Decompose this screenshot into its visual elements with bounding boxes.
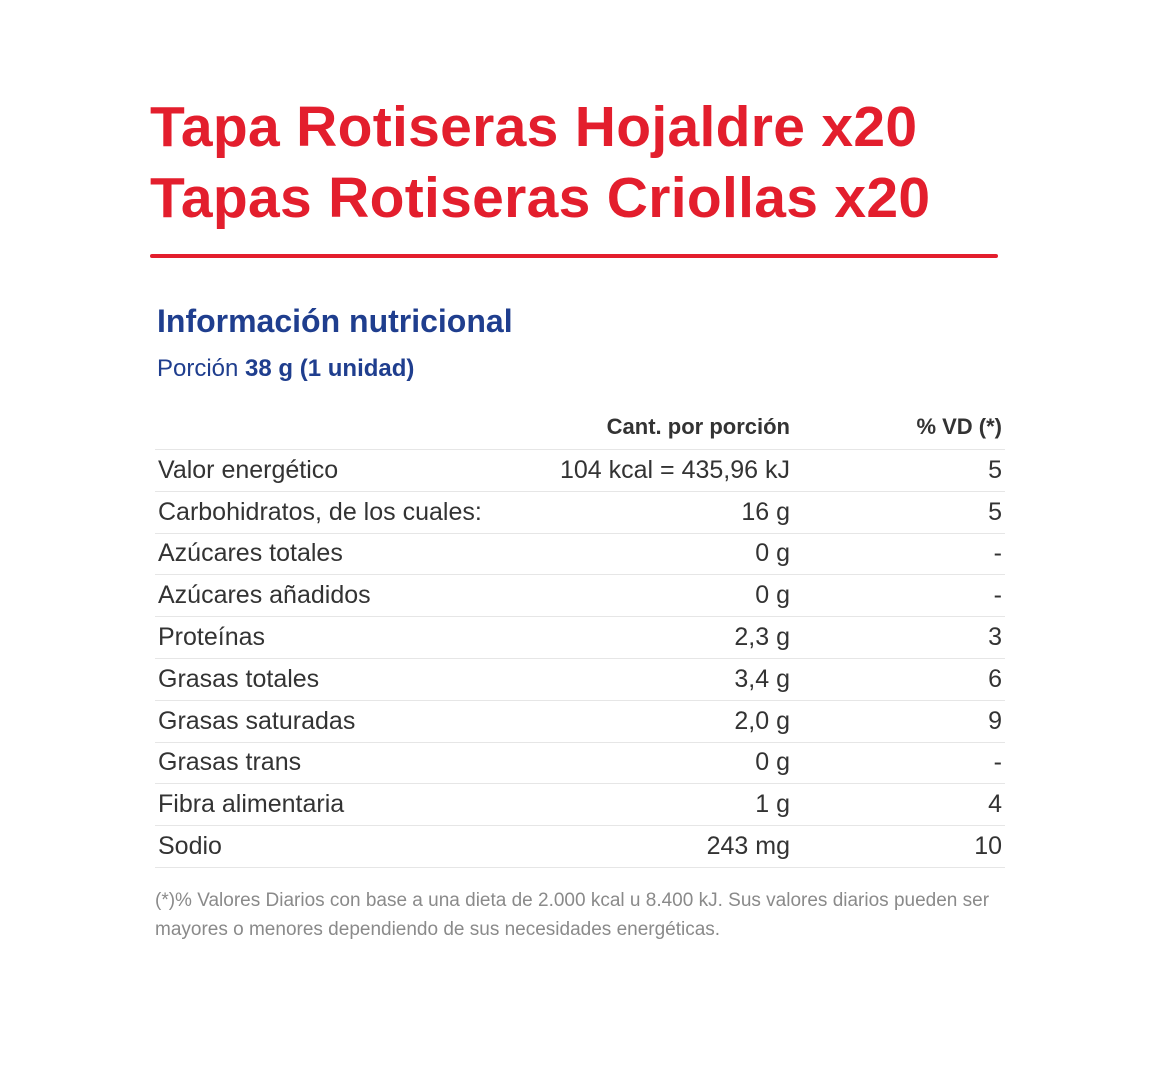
portion-label: Porción xyxy=(157,355,239,382)
nutrient-name: Grasas totales xyxy=(158,664,320,693)
column-header-dv: % VD (*) xyxy=(916,414,1002,439)
nutrient-amount: 16 g xyxy=(741,497,790,526)
nutrient-dv: 3 xyxy=(988,623,1002,652)
nutrient-name: Azúcares totales xyxy=(158,539,343,568)
nutrient-name: Grasas saturadas xyxy=(158,706,356,735)
daily-values-footnote: (*)% Valores Diarios con base a una dieta de 2.000 kcal u 8.400 kJ. Sus valores diarios pueden ser mayores o menores dependiendo de sus necesidades energéticas. xyxy=(155,890,990,940)
title-divider xyxy=(150,254,998,258)
nutrient-dv: 5 xyxy=(988,455,1002,484)
product-title xyxy=(150,92,1006,234)
nutrient-name: Carbohidratos, de los cuales: xyxy=(158,497,482,526)
nutrient-amount: 1 g xyxy=(755,790,790,819)
nutrient-name: Azúcares añadidos xyxy=(158,581,371,610)
nutrient-dv: - xyxy=(993,748,1002,777)
table-row xyxy=(155,450,1005,492)
table-row xyxy=(155,659,1005,701)
nutrient-dv: 9 xyxy=(988,706,1002,735)
nutrient-amount: 104 kcal = 435,96 kJ xyxy=(559,455,790,484)
column-header-amount: Cant. por porción xyxy=(606,414,790,439)
table-row xyxy=(155,743,1005,785)
portion-value: 38 g (1 unidad) xyxy=(245,355,415,382)
nutrient-dv: 4 xyxy=(988,790,1002,819)
nutrient-amount: 2,3 g xyxy=(734,623,790,652)
nutrient-dv: - xyxy=(993,539,1002,568)
table-header xyxy=(155,405,1005,450)
table-row xyxy=(155,701,1005,743)
nutrient-dv: 10 xyxy=(974,832,1002,861)
table-row xyxy=(155,534,1005,576)
nutrient-amount: 243 mg xyxy=(706,832,790,861)
nutrient-name: Sodio xyxy=(158,832,222,861)
nutrient-name: Fibra alimentaria xyxy=(158,790,345,819)
nutrient-amount: 0 g xyxy=(755,581,790,610)
table-row xyxy=(155,617,1005,659)
nutrient-amount: 0 g xyxy=(755,539,790,568)
nutrient-dv: 5 xyxy=(988,497,1002,526)
product-title-line-1: Tapa Rotiseras Hojaldre x20 xyxy=(150,95,918,159)
nutrient-amount: 0 g xyxy=(755,748,790,777)
nutrient-name: Proteínas xyxy=(158,623,266,652)
table-row xyxy=(155,826,1005,868)
nutrient-name: Valor energético xyxy=(158,455,339,484)
nutrient-name: Grasas trans xyxy=(158,748,302,777)
product-title-line-2: Tapas Rotiseras Criollas x20 xyxy=(150,166,931,230)
nutrient-amount: 2,0 g xyxy=(734,706,790,735)
table-row xyxy=(155,575,1005,617)
portion-info xyxy=(157,353,414,385)
nutrient-dv: - xyxy=(993,581,1002,610)
nutrition-heading: Información nutricional xyxy=(157,303,513,339)
nutrient-amount: 3,4 g xyxy=(734,664,790,693)
nutrition-table xyxy=(155,405,1005,868)
nutrient-dv: 6 xyxy=(988,664,1002,693)
table-row xyxy=(155,784,1005,826)
table-row xyxy=(155,492,1005,534)
